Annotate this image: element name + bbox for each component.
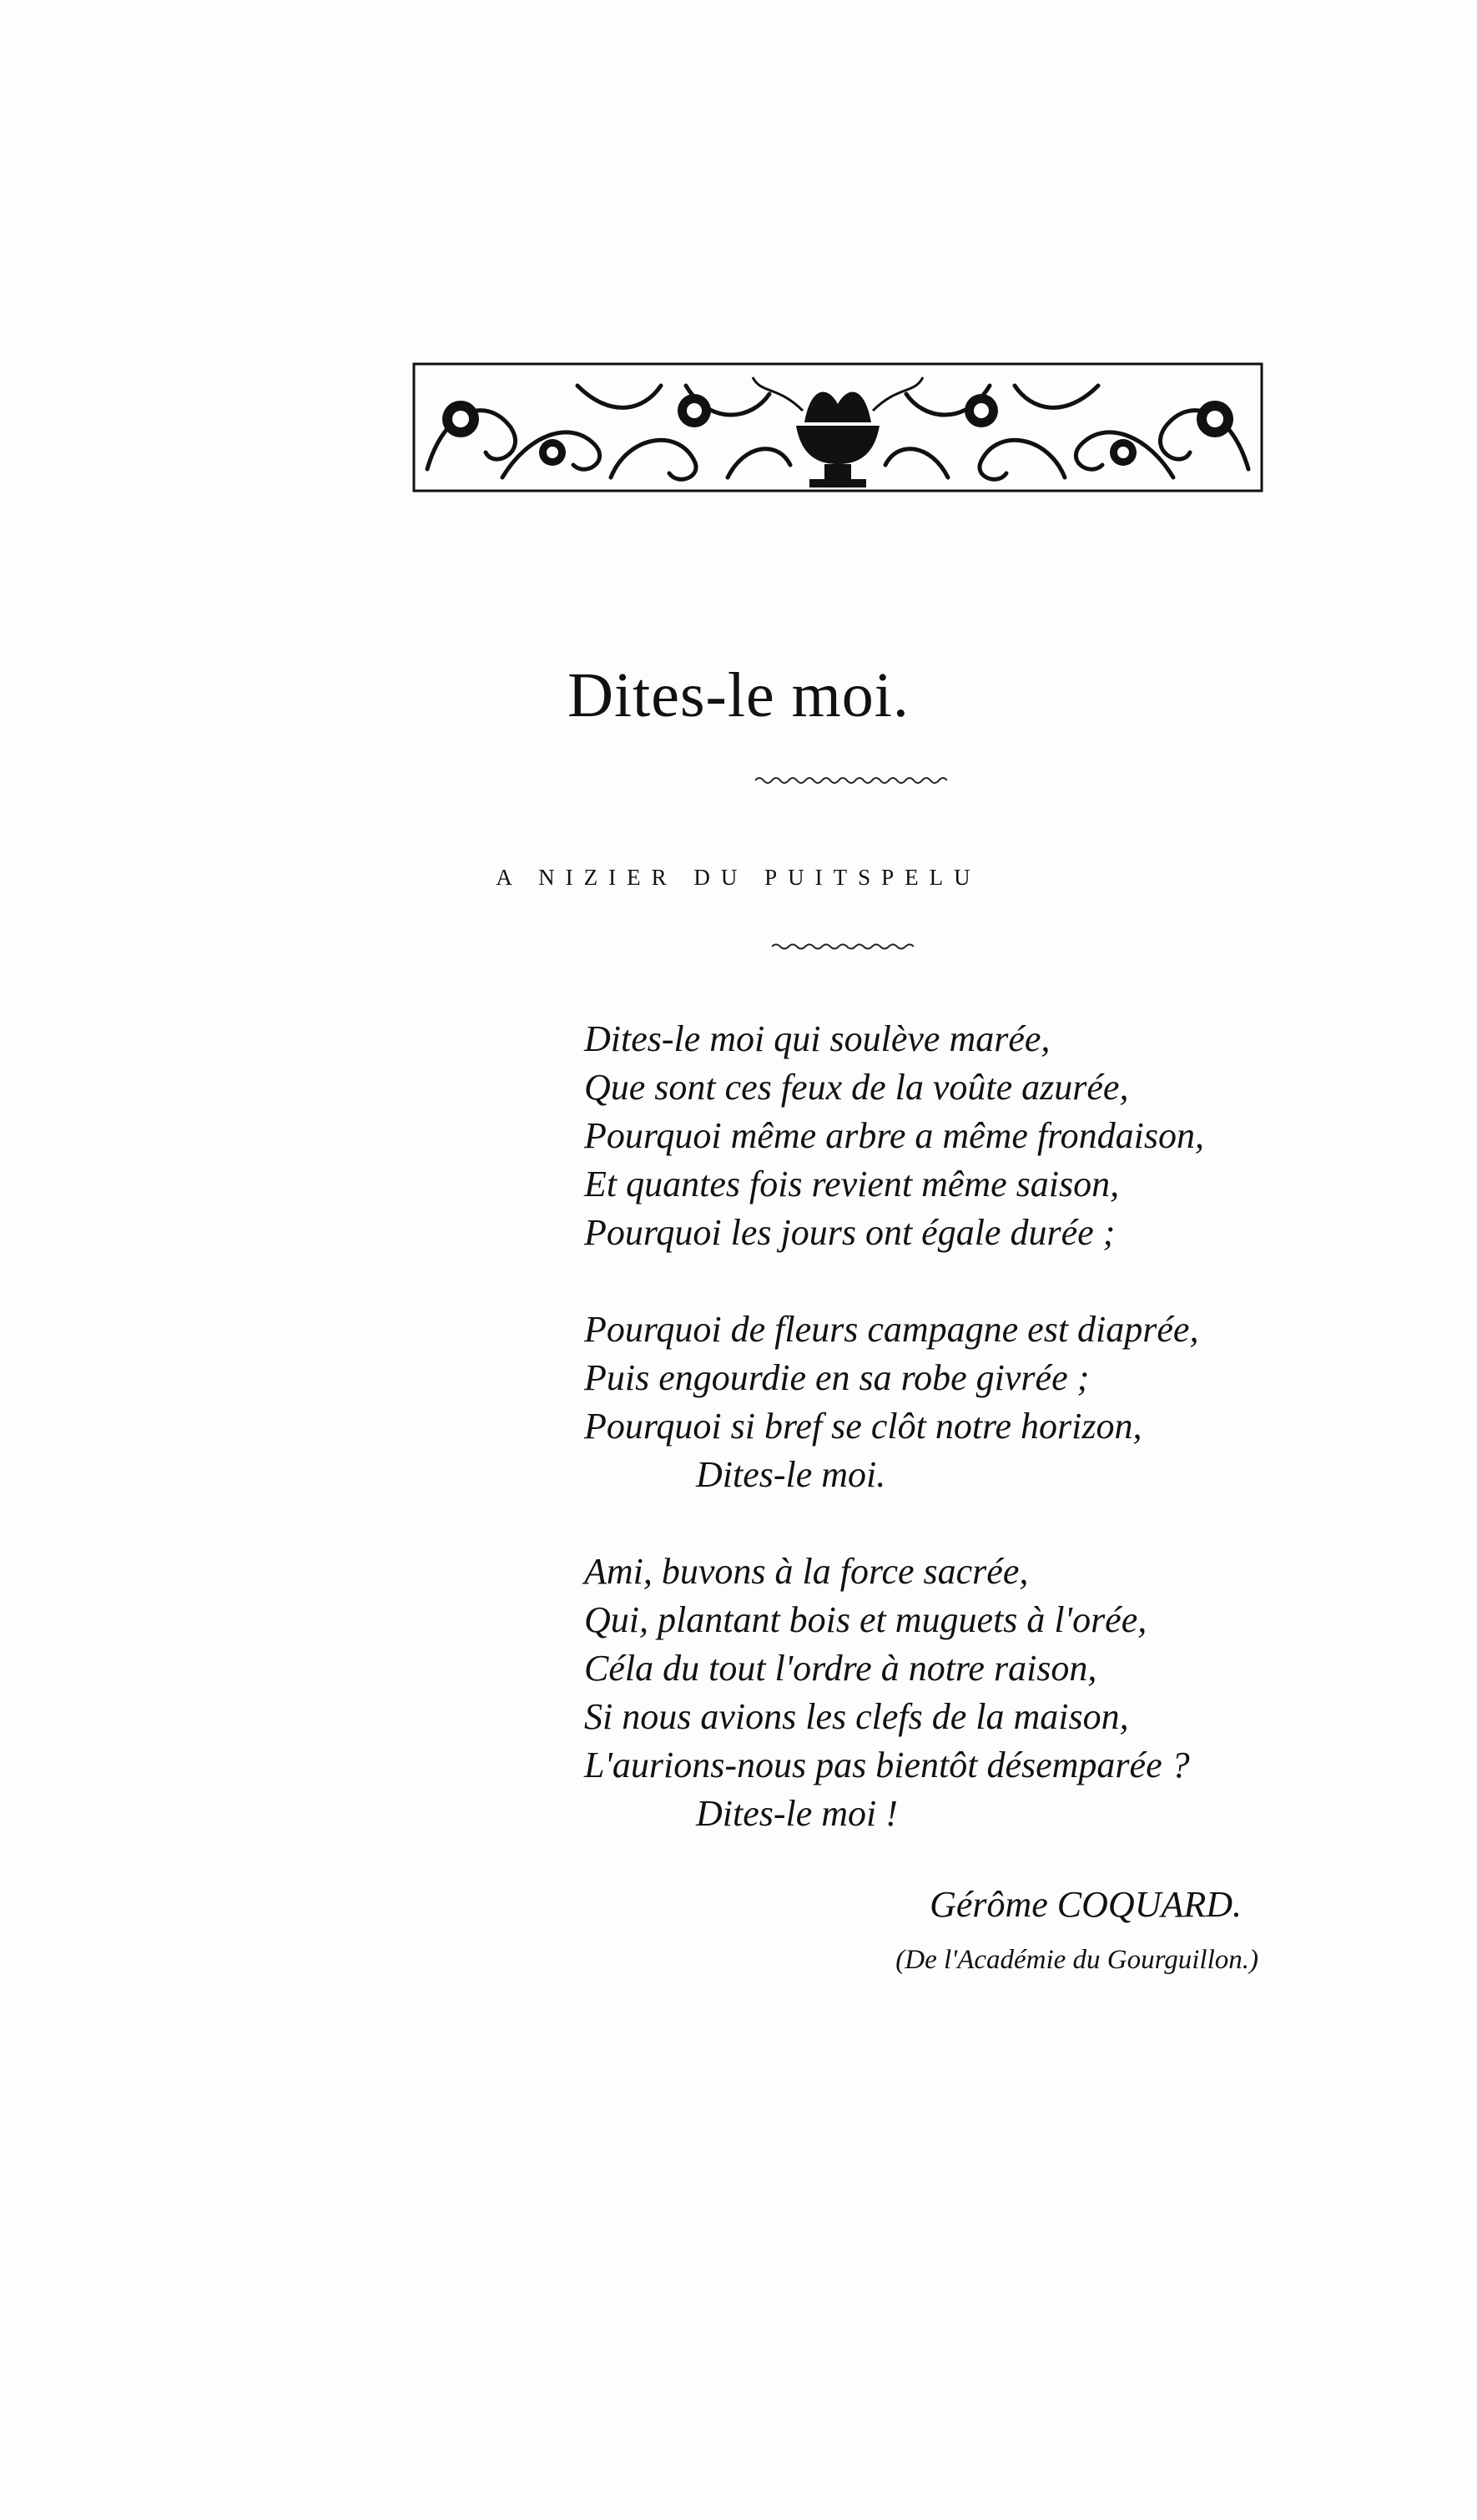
wavy-rule-divider <box>772 942 914 952</box>
verse-line: Pourquoi de fleurs campagne est diaprée, <box>584 1309 1199 1350</box>
stanza <box>584 1305 1204 1499</box>
verse-line: Qui, plantant bois et muguets à l'orée, <box>584 1599 1147 1640</box>
verse-line: L'aurions-nous pas bientôt désemparée ? <box>584 1745 1190 1785</box>
verse-line: Céla du tout l'ordre à notre raison, <box>584 1648 1097 1689</box>
wavy-rule-divider <box>755 775 947 786</box>
dedication: A NIZIER DU PUITSPELU <box>496 865 981 890</box>
verse-line: Si nous avions les clefs de la maison, <box>584 1696 1129 1737</box>
author-affiliation: (De l'Académie du Gourguillon.) <box>895 1945 1258 1975</box>
verse-line: Puis engourdie en sa robe givrée ; <box>584 1357 1090 1398</box>
floral-scroll-ornament <box>411 361 1265 494</box>
verse-line: Pourquoi même arbre a même frondaison, <box>584 1115 1205 1156</box>
stanza <box>584 1015 1204 1257</box>
verse-line: Pourquoi si bref se clôt notre horizon, <box>584 1406 1142 1447</box>
poem-body <box>584 1015 1204 1886</box>
verse-line: Ami, buvons à la force sacrée, <box>584 1551 1029 1592</box>
poem-title: Dites-le moi. <box>567 660 910 730</box>
verse-line: Pourquoi les jours ont égale durée ; <box>584 1212 1116 1253</box>
author-signature: Gérôme COQUARD. <box>930 1884 1242 1925</box>
refrain-line: Dites-le moi. <box>696 1454 886 1495</box>
verse-line: Dites-le moi qui soulève marée, <box>584 1018 1051 1059</box>
stanza <box>584 1548 1204 1838</box>
verse-line: Que sont ces feux de la voûte azurée, <box>584 1067 1129 1108</box>
verse-line: Et quantes fois revient même saison, <box>584 1164 1120 1204</box>
refrain-line: Dites-le moi ! <box>696 1793 898 1834</box>
